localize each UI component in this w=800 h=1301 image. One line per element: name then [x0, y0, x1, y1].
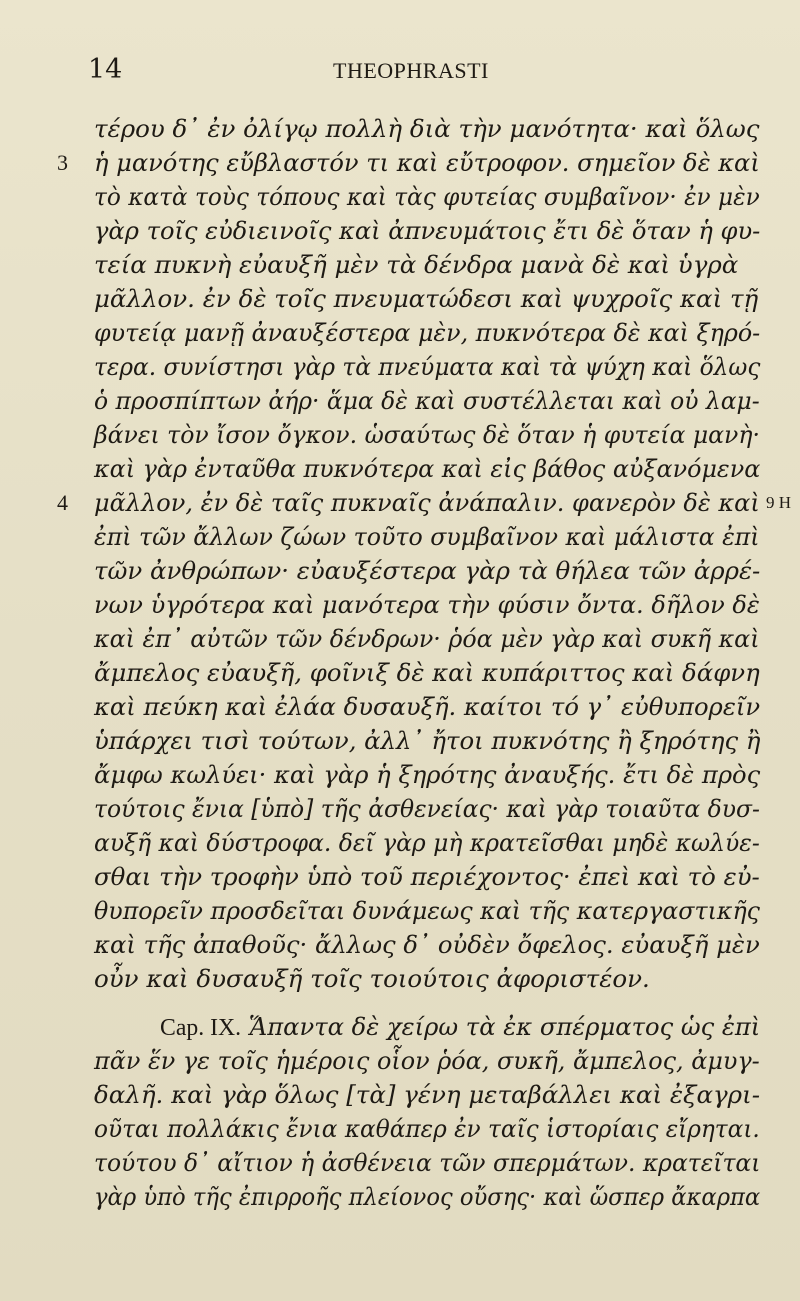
text-line: καὶ ἐπ᾽ αὐτῶν τῶν δένδρων· ῥόα μὲν γὰρ καὶ συκῆ καὶ	[94, 624, 760, 653]
text-line: τεία πυκνὴ εὐαυξῆ μὲν τὰ δένδρα μανὰ δὲ καὶ ὑγρὰ	[94, 250, 739, 279]
text-line: καὶ γὰρ ἐνταῦθα πυκνότερα καὶ εἰς βάθος αὐξανόμενα	[94, 454, 761, 483]
running-head: THEOPHRASTI	[333, 58, 489, 83]
text-line: ἄμφω κωλύει· καὶ γὰρ ἡ ξηρότης ἀναυξής. ἔτι δὲ πρὸς	[94, 760, 761, 789]
text-line: δαλῆ. καὶ γὰρ ὅλως [τὰ] γένη μεταβάλλει καὶ ἐξαγρι-	[94, 1080, 760, 1109]
text-line: θυπορεῖν προσδεῖται δυνάμεως καὶ τῆς κατεργαστικῆς	[94, 896, 760, 925]
chapter-first-line: Ἅπαντα δὲ χείρω τὰ ἐκ σπέρματος ὡς ἐπὶ	[248, 1012, 761, 1041]
text-line: ἄμπελος εὐαυξῆ, φοῖνιξ δὲ καὶ κυπάριττος καὶ δάφνη	[94, 658, 760, 687]
chapter-label: Cap. IX.	[160, 1015, 242, 1041]
text-line: φυτείᾳ μανῇ ἀναυξέστερα μὲν, πυκνότερα δὲ καὶ ξηρό-	[94, 318, 761, 347]
text-line: τερα. συνίστησι γὰρ τὰ πνεύματα καὶ τὰ ψύχη καὶ ὅλως	[94, 352, 761, 381]
text-line: αυξῆ καὶ δύστροφα. δεῖ γὰρ μὴ κρατεῖσθαι μηδὲ κωλύε-	[94, 828, 760, 857]
section-number: 4	[57, 490, 68, 515]
text-line: καὶ τῆς ἀπαθοῦς· ἄλλως δ᾽ οὐδὲν ὄφελος. εὐαυξῆ μὲν	[94, 930, 760, 959]
text-line: οὖν καὶ δυσαυξῆ τοῖς τοιούτοις ἀφοριστέον.	[94, 964, 650, 993]
text-line: ὑπάρχει τισὶ τούτων, ἀλλ᾽ ἤτοι πυκνότης ἢ ξηρότης ἢ	[94, 726, 761, 755]
text-line: τούτοις ἔνια [ὑπὸ] τῆς ἀσθενείας· καὶ γὰρ τοιαῦτα δυσ-	[94, 794, 760, 823]
text-line: πᾶν ἕν γε τοῖς ἡμέροις οἷον ῥόα, συκῆ, ἄμπελος, ἀμυγ-	[94, 1046, 760, 1075]
text-line: βάνει τὸν ἴσον ὄγκον. ὡσαύτως δὲ ὅταν ἡ φυτεία μανὴ·	[94, 420, 760, 449]
text-line: τῶν ἀνθρώπων· εὐαυξέστερα γὰρ τὰ θήλεα τῶν ἀρρέ-	[94, 556, 761, 585]
page-number: 14	[88, 54, 123, 85]
margin-reference: 9 H	[766, 493, 792, 512]
text-line: τέρου δ᾽ ἐν ὀλίγῳ πολλὴ διὰ τὴν μανότητα· καὶ ὅλως	[94, 114, 760, 143]
text-line: ὁ προσπίπτων ἀήρ· ἅμα δὲ καὶ συστέλλεται καὶ οὐ λαμ-	[94, 386, 760, 415]
chapter-opening-line	[160, 1010, 760, 1044]
text-line: τούτου δ᾽ αἴτιον ἡ ἀσθένεια τῶν σπερμάτων. κρατεῖται	[94, 1148, 761, 1177]
text-line: μᾶλλον, ἐν δὲ ταῖς πυκναῖς ἀνάπαλιν. φανερὸν δὲ καὶ	[94, 488, 760, 517]
page-header	[0, 50, 800, 90]
text-line: ἐπὶ τῶν ἄλλων ζώων τοῦτο συμβαῖνον καὶ μάλιστα ἐπὶ	[94, 522, 760, 551]
section-number: 3	[57, 150, 68, 175]
text-line: τὸ κατὰ τοὺς τόπους καὶ τὰς φυτείας συμβαῖνον· ἐν μὲν	[94, 182, 760, 211]
text-line: μᾶλλον. ἐν δὲ τοῖς πνευματώδεσι καὶ ψυχροῖς καὶ τῇ	[94, 284, 759, 313]
text-line: γὰρ τοῖς εὐδιεινοῖς καὶ ἀπνευμάτοις ἔτι δὲ ὅταν ἡ φυ-	[94, 216, 761, 245]
text-line: νων ὑγρότερα καὶ μανότερα τὴν φύσιν ὄντα. δῆλον δὲ	[94, 590, 760, 619]
text-line: καὶ πεύκη καὶ ἐλάα δυσαυξῆ. καίτοι τό γ᾽ εὐθυπορεῖν	[94, 692, 761, 721]
text-line: σθαι τὴν τροφὴν ὑπὸ τοῦ περιέχοντος· ἐπεὶ καὶ τὸ εὐ-	[94, 862, 760, 891]
text-line: γὰρ ὑπὸ τῆς ἐπιρροῆς πλείονος οὔσης· καὶ ὥσπερ ἄκαρπα	[94, 1182, 761, 1211]
text-line: ἡ μανότης εὔβλαστόν τι καὶ εὔτροφον. σημεῖον δὲ καὶ	[94, 148, 760, 177]
text-line: οῦται πολλάκις ἔνια καθάπερ ἐν ταῖς ἱστορίαις εἴρηται.	[94, 1114, 760, 1143]
